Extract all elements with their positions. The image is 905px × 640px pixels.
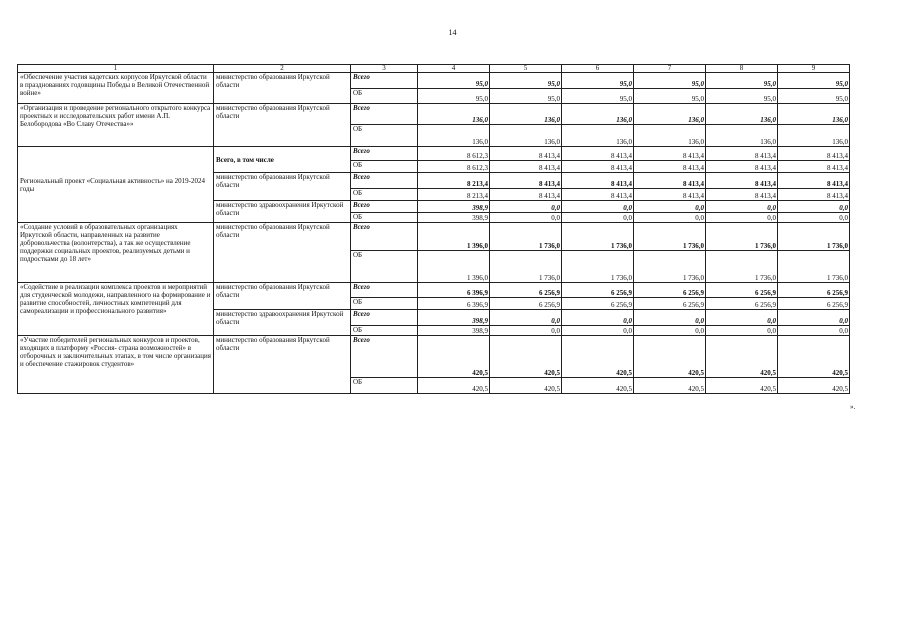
value-cell: 0,0 <box>634 213 706 223</box>
value-cell: 1 736,0 <box>778 223 850 251</box>
value-cell: 6 256,9 <box>490 283 562 298</box>
value-cell: 95,0 <box>778 73 850 89</box>
value-cell: 420,5 <box>706 378 778 394</box>
table-row <box>18 73 850 89</box>
row-type-label: Всего <box>351 173 418 189</box>
value-cell: 8 612,3 <box>418 147 490 161</box>
header-cell: 5 <box>490 65 562 73</box>
value-cell: 8 413,4 <box>634 147 706 161</box>
value-cell: 136,0 <box>778 125 850 147</box>
value-cell: 95,0 <box>490 73 562 89</box>
value-cell: 136,0 <box>562 125 634 147</box>
value-cell: 95,0 <box>778 89 850 104</box>
value-cell: 1 736,0 <box>634 223 706 251</box>
value-cell: 0,0 <box>634 310 706 326</box>
row-type-label: Всего <box>351 73 418 89</box>
value-cell: 1 736,0 <box>706 251 778 283</box>
value-cell: 8 413,4 <box>490 189 562 201</box>
value-cell: 8 413,4 <box>634 173 706 189</box>
value-cell: 0,0 <box>490 310 562 326</box>
value-cell: 0,0 <box>490 201 562 213</box>
value-cell: 420,5 <box>778 378 850 394</box>
value-cell: 420,5 <box>490 378 562 394</box>
measure-title: «Содействие в реализации комплекса проектов и мероприятий для студенческой молодежи, направленного на формирование и развитие способностей, личностных компетенций для самореализации и профессионального развития» <box>18 283 214 336</box>
value-cell: 136,0 <box>490 104 562 125</box>
total-label: Всего, в том числе <box>214 147 351 173</box>
value-cell: 1 396,0 <box>418 251 490 283</box>
header-cell: 7 <box>634 65 706 73</box>
measure-title: «Организация и проведение регионального открытого конкурса проектных и исследовательских работ имени А.П. Белобородова «Во Славу Отечества»» <box>18 104 214 147</box>
value-cell: 6 256,9 <box>562 283 634 298</box>
value-cell: 1 736,0 <box>706 223 778 251</box>
value-cell: 6 256,9 <box>706 298 778 310</box>
value-cell: 8 413,4 <box>562 161 634 173</box>
value-cell: 420,5 <box>634 378 706 394</box>
value-cell: 420,5 <box>490 336 562 378</box>
value-cell: 8 213,4 <box>418 173 490 189</box>
value-cell: 420,5 <box>562 378 634 394</box>
value-cell: 8 413,4 <box>778 173 850 189</box>
row-type-label: ОБ <box>351 213 418 223</box>
value-cell: 398,9 <box>418 310 490 326</box>
value-cell: 1 736,0 <box>490 223 562 251</box>
value-cell: 8 213,4 <box>418 189 490 201</box>
row-type-label: ОБ <box>351 161 418 173</box>
value-cell: 8 413,4 <box>562 173 634 189</box>
value-cell: 0,0 <box>706 213 778 223</box>
value-cell: 398,9 <box>418 326 490 336</box>
regional-project-title: Региональный проект «Социальная активность» на 2019-2024 годы <box>18 147 214 223</box>
row-type-label: ОБ <box>351 326 418 336</box>
header-cell: 6 <box>562 65 634 73</box>
responsible-org: министерство образования Иркутской области <box>214 223 351 283</box>
value-cell: 1 396,0 <box>418 223 490 251</box>
value-cell: 420,5 <box>778 336 850 378</box>
value-cell: 136,0 <box>562 104 634 125</box>
value-cell: 8 413,4 <box>562 147 634 161</box>
responsible-org: министерство здравоохранения Иркутской области <box>214 201 351 223</box>
value-cell: 136,0 <box>634 125 706 147</box>
row-type-label: Всего <box>351 336 418 378</box>
table-row <box>18 336 850 378</box>
value-cell: 95,0 <box>706 89 778 104</box>
value-cell: 95,0 <box>706 73 778 89</box>
row-type-label: Всего <box>351 147 418 161</box>
header-cell: 1 <box>18 65 214 73</box>
value-cell: 95,0 <box>634 89 706 104</box>
value-cell: 398,9 <box>418 201 490 213</box>
value-cell: 95,0 <box>418 89 490 104</box>
value-cell: 136,0 <box>418 125 490 147</box>
row-type-label: ОБ <box>351 251 418 283</box>
row-type-label: ОБ <box>351 125 418 147</box>
value-cell: 8 413,4 <box>706 173 778 189</box>
row-type-label: ОБ <box>351 89 418 104</box>
value-cell: 8 413,4 <box>778 189 850 201</box>
header-cell: 4 <box>418 65 490 73</box>
row-type-label: Всего <box>351 310 418 326</box>
value-cell: 6 256,9 <box>562 298 634 310</box>
table-row <box>18 223 850 251</box>
value-cell: 8 413,4 <box>778 161 850 173</box>
value-cell: 0,0 <box>562 213 634 223</box>
value-cell: 8 413,4 <box>706 147 778 161</box>
row-type-label: Всего <box>351 283 418 298</box>
value-cell: 0,0 <box>778 213 850 223</box>
row-type-label: Всего <box>351 201 418 213</box>
value-cell: 95,0 <box>418 73 490 89</box>
value-cell: 0,0 <box>778 201 850 213</box>
header-row <box>18 65 850 73</box>
row-type-label: Всего <box>351 223 418 251</box>
value-cell: 0,0 <box>490 213 562 223</box>
row-type-label: ОБ <box>351 298 418 310</box>
value-cell: 6 256,9 <box>490 298 562 310</box>
value-cell: 398,9 <box>418 213 490 223</box>
value-cell: 95,0 <box>562 73 634 89</box>
value-cell: 420,5 <box>418 336 490 378</box>
value-cell: 95,0 <box>562 89 634 104</box>
budget-table <box>17 64 850 394</box>
value-cell: 0,0 <box>634 326 706 336</box>
value-cell: 95,0 <box>490 89 562 104</box>
value-cell: 0,0 <box>562 310 634 326</box>
page-number: 14 <box>448 28 457 37</box>
table-row <box>18 283 850 298</box>
value-cell: 0,0 <box>490 326 562 336</box>
value-cell: 8 413,4 <box>778 147 850 161</box>
value-cell: 420,5 <box>418 378 490 394</box>
value-cell: 0,0 <box>634 201 706 213</box>
header-cell: 2 <box>214 65 351 73</box>
value-cell: 420,5 <box>562 336 634 378</box>
value-cell: 8 413,4 <box>706 189 778 201</box>
value-cell: 0,0 <box>706 326 778 336</box>
value-cell: 136,0 <box>706 125 778 147</box>
responsible-org: министерство образования Иркутской области <box>214 173 351 201</box>
value-cell: 0,0 <box>562 201 634 213</box>
value-cell: 8 413,4 <box>634 189 706 201</box>
value-cell: 136,0 <box>778 104 850 125</box>
closing-quote-mark: ». <box>850 403 856 411</box>
responsible-org: министерство здравоохранения Иркутской области <box>214 310 351 336</box>
value-cell: 6 396,9 <box>418 298 490 310</box>
value-cell: 0,0 <box>706 310 778 326</box>
value-cell: 0,0 <box>778 326 850 336</box>
row-type-label: ОБ <box>351 189 418 201</box>
header-cell: 9 <box>778 65 850 73</box>
value-cell: 0,0 <box>778 310 850 326</box>
measure-title: «Создание условий в образовательных организациях Иркутской области, направленных на развитие добровольчества (волонтерства), а так же осуществление поддержки социальных проектов, реализуемых детьми и подростками до 18 лет» <box>18 223 214 283</box>
row-type-label: Всего <box>351 104 418 125</box>
value-cell: 0,0 <box>562 326 634 336</box>
value-cell: 6 256,9 <box>778 298 850 310</box>
value-cell: 136,0 <box>490 125 562 147</box>
value-cell: 1 736,0 <box>634 251 706 283</box>
value-cell: 420,5 <box>706 336 778 378</box>
header-cell: 3 <box>351 65 418 73</box>
value-cell: 136,0 <box>418 104 490 125</box>
value-cell: 136,0 <box>634 104 706 125</box>
table-row <box>18 147 850 161</box>
value-cell: 420,5 <box>634 336 706 378</box>
value-cell: 8 413,4 <box>490 147 562 161</box>
value-cell: 8 413,4 <box>490 161 562 173</box>
header-cell: 8 <box>706 65 778 73</box>
row-type-label: ОБ <box>351 378 418 394</box>
value-cell: 8 413,4 <box>634 161 706 173</box>
value-cell: 6 396,9 <box>418 283 490 298</box>
value-cell: 1 736,0 <box>490 251 562 283</box>
value-cell: 6 256,9 <box>634 298 706 310</box>
responsible-org: министерство образования Иркутской области <box>214 283 351 310</box>
value-cell: 6 256,9 <box>706 283 778 298</box>
value-cell: 8 413,4 <box>706 161 778 173</box>
value-cell: 136,0 <box>706 104 778 125</box>
responsible-org: министерство образования Иркутской области <box>214 336 351 394</box>
measure-title: «Обеспечение участия кадетских корпусов Иркутской области в празднованиях годовщины Победы в Великой Отечественной войне» <box>18 73 214 104</box>
value-cell: 95,0 <box>634 73 706 89</box>
value-cell: 8 413,4 <box>562 189 634 201</box>
value-cell: 1 736,0 <box>562 251 634 283</box>
measure-title: «Участие победителей региональных конкурсов и проектов, входящих в платформу «Россия- страна возможностей» в отборочных и заключительных этапах, в том числе организация и обеспечение стажировок студентов» <box>18 336 214 394</box>
value-cell: 6 256,9 <box>778 283 850 298</box>
value-cell: 8 612,3 <box>418 161 490 173</box>
value-cell: 1 736,0 <box>778 251 850 283</box>
responsible-org: министерство образования Иркутской области <box>214 104 351 147</box>
value-cell: 1 736,0 <box>562 223 634 251</box>
value-cell: 8 413,4 <box>490 173 562 189</box>
value-cell: 6 256,9 <box>634 283 706 298</box>
responsible-org: министерство образования Иркутской области <box>214 73 351 104</box>
table-row <box>18 104 850 125</box>
value-cell: 0,0 <box>706 201 778 213</box>
